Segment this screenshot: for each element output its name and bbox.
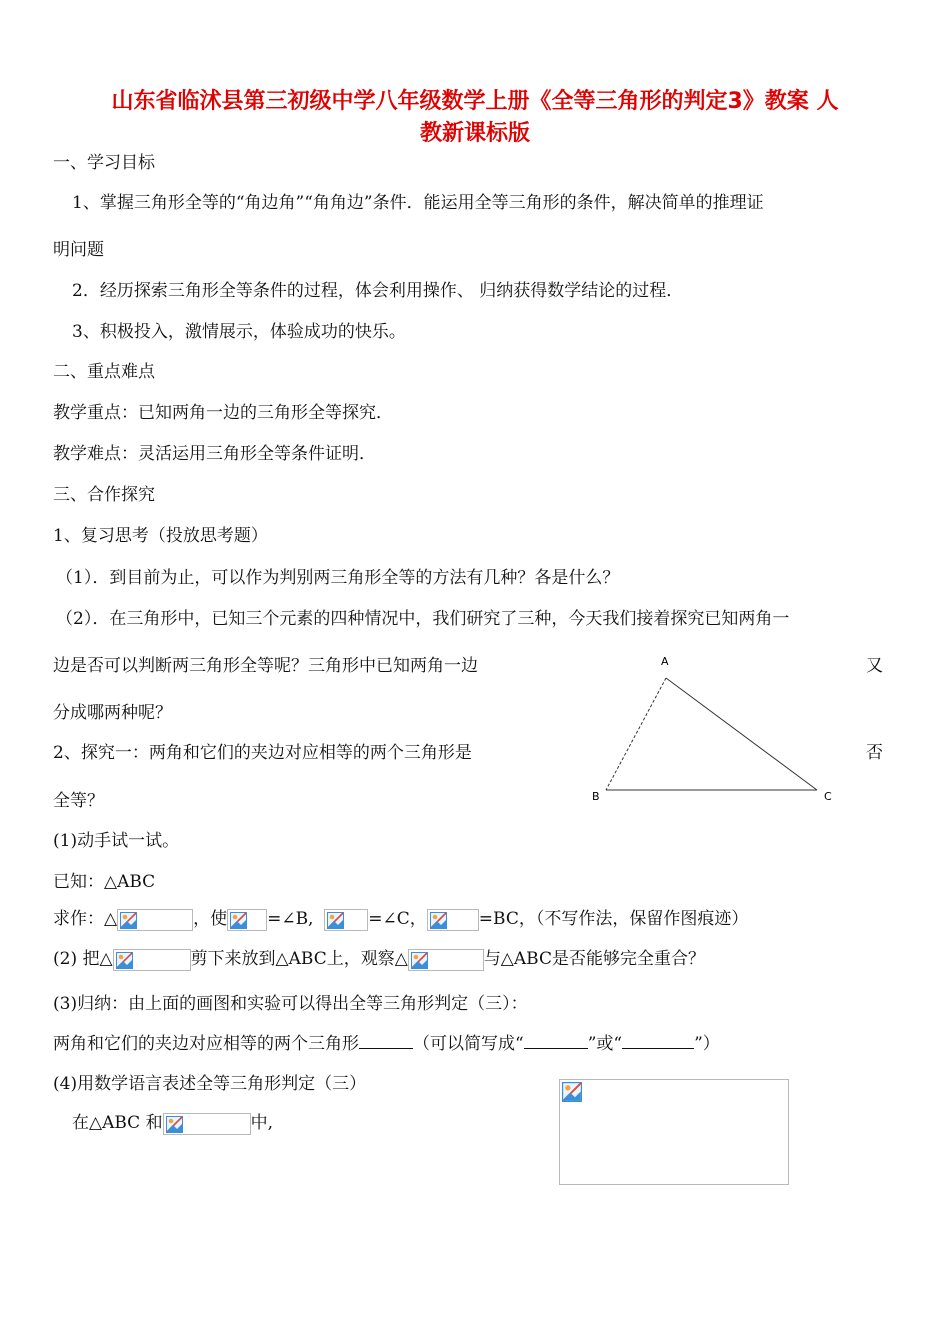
difficulty: 教学难点：灵活运用三角形全等条件证明． <box>53 444 376 464</box>
conclusion-or: ”或“ <box>587 1034 623 1054</box>
answer-blank[interactable] <box>359 1034 413 1049</box>
broken-image-icon <box>411 952 428 969</box>
construct-eq-b: =∠B, <box>267 909 314 929</box>
formula-image-placeholder <box>427 909 479 931</box>
review-heading: 1、复习思考（投放思考题） <box>53 526 268 546</box>
in-triangle-prefix: 在△ABC 和 <box>72 1113 163 1133</box>
side-ac <box>666 678 817 790</box>
section-heading-explore: 三、合作探究 <box>53 485 155 505</box>
formula-image-placeholder <box>324 909 368 931</box>
vertex-b-label: B <box>592 790 600 803</box>
step-2-suffix: 与△ABC是否能够完全重合？ <box>483 949 705 969</box>
question-1: （1）．到目前为止，可以作为判别两三角形全等的方法有几种？各是什么？ <box>56 568 620 588</box>
triangle-abc-diagram <box>585 650 835 810</box>
conclusion-mid: （可以简写成“ <box>413 1034 524 1054</box>
vertex-a-label: A <box>661 655 669 668</box>
answer-blank[interactable] <box>622 1034 694 1049</box>
goal-3: 3、积极投入，激情展示，体验成功的快乐。 <box>72 322 406 342</box>
broken-image-icon <box>562 1082 582 1102</box>
step-2 <box>53 948 705 971</box>
section-heading-goals: 一、学习目标 <box>53 153 155 173</box>
in-triangle-line <box>72 1112 273 1135</box>
document-title-line1: 山东省临沭县第三初级中学八年级数学上册《全等三角形的判定3》教案 人 <box>111 89 839 114</box>
vertex-c-label: C <box>824 790 832 803</box>
conclusion-line <box>53 1033 720 1055</box>
question-2-line2: 边是否可以判断两三角形全等呢？三角形中已知两角一边 <box>53 656 478 676</box>
step-1: (1)动手试一试。 <box>53 831 180 851</box>
in-triangle-suffix: 中, <box>250 1113 273 1133</box>
conclusion-suffix: ”） <box>694 1034 720 1054</box>
step-2-mid: 剪下来放到△ABC上，观察△ <box>190 949 408 969</box>
question-2-line1: （2）．在三角形中，已知三个元素的四种情况中，我们研究了三种，今天我们接着探究已知两角一 <box>56 609 790 629</box>
broken-image-icon <box>430 912 447 929</box>
goal-1-line2: 明问题 <box>53 240 104 260</box>
formula-image-placeholder <box>117 909 193 931</box>
formula-image-placeholder <box>163 1113 251 1135</box>
formula-image-placeholder <box>408 949 484 971</box>
formula-image-placeholder <box>227 909 267 931</box>
broken-image-icon <box>120 912 137 929</box>
explore-1-line1: 2、探究一：两角和它们的夹边对应相等的两个三角形是 <box>53 743 472 763</box>
goal-1-line1: 1、掌握三角形全等的“角边角”“角角边”条件．能运用全等三角形的条件，解决简单的推理证 <box>72 193 764 213</box>
explore-1-line1-end: 否 <box>866 743 883 763</box>
formula-image-placeholder <box>113 949 191 971</box>
answer-blank[interactable] <box>524 1034 588 1049</box>
step-2-prefix: (2) 把△ <box>53 949 113 969</box>
section-heading-key-points: 二、重点难点 <box>53 362 155 382</box>
side-ab <box>606 678 666 790</box>
construct-prefix: 求作：△ <box>53 909 118 929</box>
explore-1-line2: 全等？ <box>53 791 104 811</box>
question-2-line3: 分成哪两种呢？ <box>53 703 172 723</box>
step-3: (3)归纳：由上面的画图和实验可以得出全等三角形判定（三）： <box>53 994 528 1014</box>
broken-image-icon <box>327 912 344 929</box>
question-2-line2-end: 又 <box>866 656 883 676</box>
construct-comma: ，使 <box>193 909 228 929</box>
broken-image-icon <box>166 1116 183 1133</box>
broken-image-icon <box>230 912 247 929</box>
goal-2: 2．经历探索三角形全等条件的过程，体会利用操作、 归纳获得数学结论的过程． <box>72 281 684 301</box>
construct-eq-c: =∠C， <box>368 909 427 929</box>
given: 已知：△ABC <box>53 872 156 892</box>
broken-image-icon <box>116 952 133 969</box>
figure-image-placeholder <box>559 1079 789 1185</box>
construct-line <box>53 908 748 931</box>
step-4: (4)用数学语言表述全等三角形判定（三） <box>53 1074 367 1094</box>
conclusion-prefix: 两角和它们的夹边对应相等的两个三角形 <box>53 1034 359 1054</box>
construct-eq-bc: =BC，（不写作法，保留作图痕迹） <box>478 909 749 929</box>
document-title-line2: 教新课标版 <box>419 121 530 146</box>
key-point: 教学重点：已知两角一边的三角形全等探究． <box>53 403 393 423</box>
